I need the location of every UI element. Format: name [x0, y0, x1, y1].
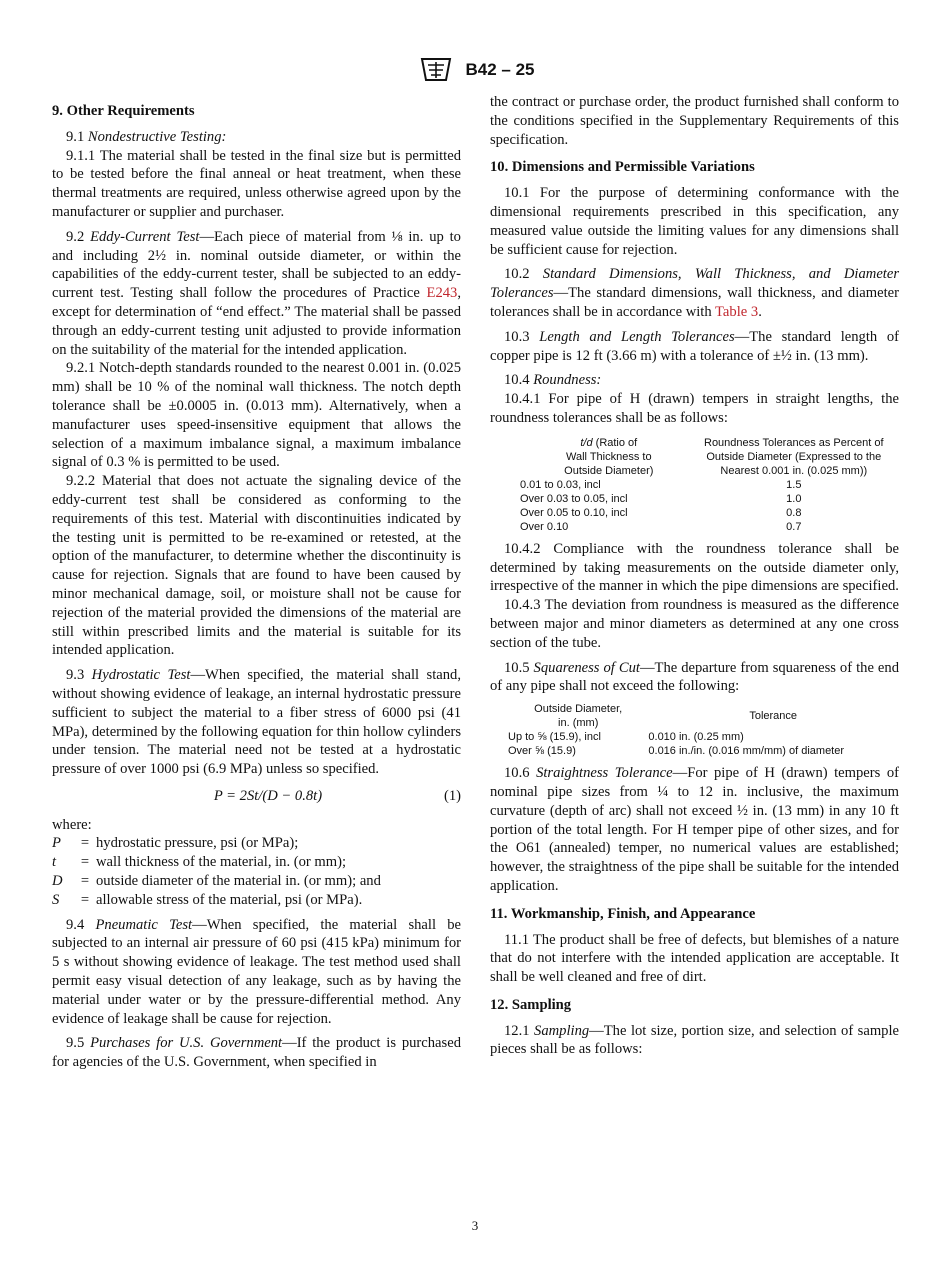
squareness-tolerance-table — [508, 702, 898, 758]
where-label: where: — [52, 816, 92, 833]
equation-formula: P = 2St/(D − 0.8t) — [213, 787, 323, 804]
para-9-4: 9.4 Pneumatic Test—When specified, the material shall be subjected to an internal air pressure of 60 psi (415 kPa) minimum for 5 s without showing evidence of leakage. The test method used shall permit easy visual detection of any leakage, such as by having the material under water or by the pressure-differential method. Any evidence of leakage shall be cause for rejection. — [52, 916, 462, 1027]
equation-number: (1) — [443, 787, 461, 804]
section-11-heading: 11. Workmanship, Finish, and Appearance — [490, 905, 756, 922]
variable-row: P = hydrostatic pressure, psi (or MPa); — [52, 835, 299, 852]
document-designation: B42 – 25 — [465, 60, 535, 79]
diameter-column-header: Outside Diameter, in. (mm) — [534, 703, 623, 730]
table-row: Up to ⅝ (15.9), incl 0.010 in. (0.25 mm) — [508, 731, 744, 744]
para-9-5-continued: the contract or purchase order, the product furnished shall conform to the conditions specified in the Supplementary Requirements of this specification. — [490, 94, 899, 148]
variable-row: D = outside diameter of the material in. (or mm); and — [52, 873, 381, 890]
section-12-heading: 12. Sampling — [490, 996, 572, 1013]
page-header — [0, 56, 950, 84]
table-3-link[interactable]: Table 3 — [715, 303, 759, 320]
tolerance-column-header: Tolerance — [749, 710, 798, 723]
para-9-2: 9.2 Eddy-Current Test—Each piece of material from ⅛ in. up to and including 2½ in. nominal outside diameter, or within the capabilities of the eddy-current tester, shall be subjected to an eddy-current test. Testing shall follow the procedures of Practice E243, except for determination of “end effect.” The material shall be passed through an eddy-current testing unit adjusted to provide information on the suitability of the material for the intended application. — [52, 228, 461, 358]
page-number: 3 — [471, 1218, 479, 1233]
equation-1 — [52, 787, 461, 806]
right-column — [490, 93, 899, 1059]
ratio-column-header: t/d (Ratio of Wall Thickness to Outside Diameter) — [564, 436, 654, 477]
para-9-2-1: 9.2.1 Notch-depth standards rounded to the nearest 0.001 in. (0.025 mm) shall be 10 % of the nominal wall thickness. The notch depth tolerance shall be ±0.0005 in. (0.013 mm). Alternatively, when a manufacturer uses speed-insensitive equipment that allows the selection of a maximum imbalance signal, a maximum imbalance signal of 0.3 % is permitted to be used. — [52, 360, 461, 471]
table-row: Over 0.10 0.7 — [520, 520, 802, 533]
table-header-row — [508, 702, 898, 730]
table-row: Over ⅝ (15.9) 0.016 in./in. (0.016 mm/mm) of diameter — [508, 745, 845, 758]
para-10-2: 10.2 Standard Dimensions, Wall Thickness, and Diameter Tolerances—The standard dimensions, wall thickness, and diameter tolerances shall be in accordance with Table 3. — [490, 266, 900, 320]
para-10-1: 10.1 For the purpose of determining conformance with the dimensional requirements prescribed in this specification, any measured value outside the limiting values for any dimensions shall be sufficient cause for rejection. — [490, 185, 899, 258]
para-10-3: 10.3 Length and Length Tolerances—The standard length of copper pipe is 12 ft (3.66 m) with a tolerance of ±½ in. (13 mm). — [490, 328, 899, 364]
para-9-1-1: 9.1.1 The material shall be tested in the final size but is permitted to be tested before the final anneal or heat treatment, when these thermal treatments are required, unless otherwise agreed upon by the manufacturer or supplier and purchaser. — [52, 147, 461, 220]
para-10-4-2: 10.4.2 Compliance with the roundness tolerance shall be determined by taking measurements on the outside diameter only, irrespective of the manner in which the pipe dimensions are specified. — [490, 540, 899, 595]
left-column — [52, 93, 461, 1072]
table-row: Over 0.03 to 0.05, incl 1.0 — [520, 492, 802, 505]
e243-link[interactable]: E243 — [426, 285, 458, 302]
table-row: Over 0.05 to 0.10, incl 0.8 — [520, 506, 802, 519]
para-10-6: 10.6 Straightness Tolerance—For pipe of H (drawn) tempers of nominal pipe sizes from ¼ to 12 in. inclusive, the maximum curvature (depth of arc) shall not exceed ½ in. (13 mm) in any 10 ft portion of the total length. For H temper pipe of other sizes, and for the O61 (annealed) temper, no numerical values are established; however, the straightness of the pipe shall be suitable for the intended application. — [490, 765, 900, 894]
section-9-heading: 9. Other Requirements — [52, 103, 195, 119]
variable-row: S = allowable stress of the material, psi (or MPa). — [52, 891, 363, 908]
para-11-1: 11.1 The product shall be free of defects, but blemishes of a nature that do not interfere with the intended application are acceptable. It shall be well cleaned and free of dirt. — [490, 931, 899, 986]
table-row: 0.01 to 0.03, incl 1.5 — [520, 478, 802, 491]
variable-row: t = wall thickness of the material, in. (or mm); — [52, 854, 347, 871]
roundness-tolerance-table — [520, 436, 890, 534]
para-9-3: 9.3 Hydrostatic Test—When specified, the material shall stand, without showing evidence of leakage, an internal hydrostatic pressure sufficient to subject the material to a fiber stress of 6000 psi (41 MPa), determined by the following equation for thin hollow cylinders under tension. The material need not be tested at a hydrostatic pressure of over 1000 psi (6.9 MPa) unless so specified. — [52, 667, 461, 778]
para-9-1: 9.1 Nondestructive Testing: — [66, 128, 227, 145]
para-12-1: 12.1 Sampling—The lot size, portion size, and selection of sample pieces shall be as follows: — [490, 1022, 899, 1058]
para-10-4: 10.4 Roundness: — [504, 372, 602, 389]
para-10-5: 10.5 Squareness of Cut—The departure from squareness of the end of any pipe shall not exceed the following: — [490, 659, 899, 695]
variable-definitions — [52, 834, 461, 909]
table-header-row — [520, 436, 890, 478]
tolerance-column-header: Roundness Tolerances as Percent of Outside Diameter (Expressed to the Nearest 0.001 in. (0.025 mm)) — [704, 436, 884, 477]
para-10-4-1: 10.4.1 For pipe of H (drawn) tempers in straight lengths, the roundness tolerances shall be as follows: — [490, 391, 899, 426]
astm-logo-icon — [416, 56, 456, 84]
para-9-2-2: 9.2.2 Material that does not actuate the signaling device of the eddy-current test shall be considered as conforming to the requirements of this test. Material with discontinuities indicated by the testing unit is permitted to be re-examined or retested, at the option of the manufacturer, to determine whether the discontinuity is cause for rejection. Signals that are found to have been caused by minor mechanical damage, soil, or moisture shall not be cause for rejection of the material provided the dimensions of the material are still within prescribed limits and the material is suitable for its intended application. — [52, 473, 461, 659]
para-9-5: 9.5 Purchases for U.S. Government—If the product is purchased for agencies of the U.S. Government, when specified in — [52, 1035, 461, 1071]
para-10-4-3: 10.4.3 The deviation from roundness is measured as the difference between major and minor diameters as determined at any one cross section of the tube. — [490, 597, 899, 651]
section-10-heading: 10. Dimensions and Permissible Variations — [490, 159, 755, 176]
